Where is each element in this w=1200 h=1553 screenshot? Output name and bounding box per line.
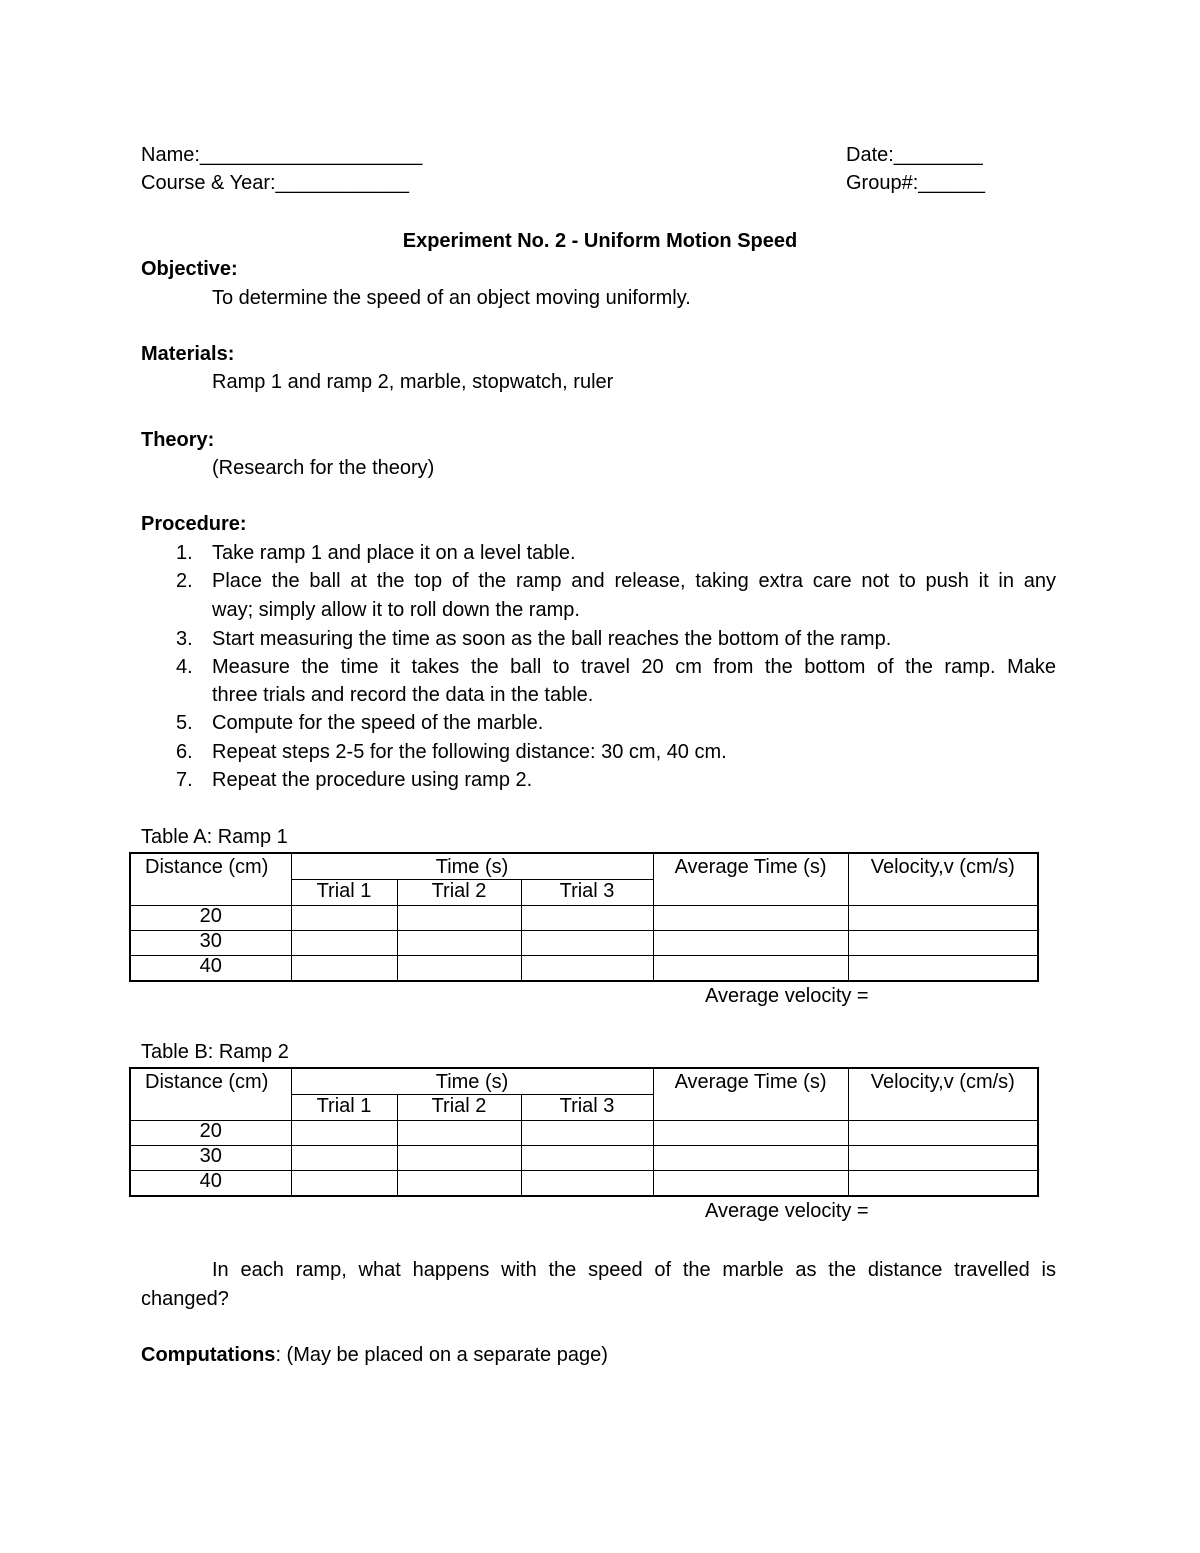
theory-text: (Research for the theory) — [212, 457, 435, 479]
table-row — [130, 906, 1038, 931]
trial-3-cell[interactable] — [521, 931, 653, 956]
trial-2-cell[interactable] — [397, 1171, 521, 1197]
step-number: 2. — [176, 570, 193, 592]
velocity-cell[interactable] — [848, 956, 1038, 982]
name-field[interactable]: Name:____________________ — [141, 144, 423, 166]
average-time-cell[interactable] — [653, 1146, 848, 1171]
course-year-field[interactable]: Course & Year:____________ — [141, 172, 410, 194]
computations-note: : (May be placed on a separate page) — [275, 1344, 608, 1366]
time-header: Time (s) — [291, 853, 653, 880]
date-field[interactable]: Date:________ — [846, 144, 983, 166]
step-number: 4. — [176, 656, 193, 678]
step-number: 6. — [176, 741, 193, 763]
trial-1-cell[interactable] — [291, 906, 397, 931]
step-number: 7. — [176, 769, 193, 791]
step-text: Compute for the speed of the marble. — [212, 712, 544, 734]
step-text: Repeat steps 2-5 for the following distance: 30 cm, 40 cm. — [212, 741, 727, 763]
trial-3-cell[interactable] — [521, 1146, 653, 1171]
step-text: Start measuring the time as soon as the ball reaches the bottom of the ramp. — [212, 628, 892, 650]
table-b-caption: Table B: Ramp 2 — [141, 1041, 289, 1063]
average-time-cell[interactable] — [653, 956, 848, 982]
table-row — [130, 1171, 1038, 1197]
trial-2-cell[interactable] — [397, 906, 521, 931]
step-text: way; simply allow it to roll down the ramp. — [212, 599, 580, 621]
step-text: Place the ball at the top of the ramp and release, taking extra care not to push it in any — [212, 570, 1056, 592]
velocity-cell[interactable] — [848, 906, 1038, 931]
trial-2-cell[interactable] — [397, 931, 521, 956]
table-b — [129, 1067, 1039, 1197]
trial-3-header: Trial 3 — [521, 880, 653, 906]
velocity-cell[interactable] — [848, 1146, 1038, 1171]
objective-heading: Objective: — [141, 258, 238, 280]
trial-3-cell[interactable] — [521, 1171, 653, 1197]
table-a-caption: Table A: Ramp 1 — [141, 826, 288, 848]
step-number: 1. — [176, 542, 193, 564]
step-text: Repeat the procedure using ramp 2. — [212, 769, 533, 791]
step-number: 5. — [176, 712, 193, 734]
trial-1-cell[interactable] — [291, 1121, 397, 1146]
table-a — [129, 852, 1039, 982]
average-time-cell[interactable] — [653, 906, 848, 931]
step-text: Take ramp 1 and place it on a level table. — [212, 542, 576, 564]
materials-heading: Materials: — [141, 343, 235, 365]
question-text-continued: changed? — [141, 1288, 229, 1310]
distance-cell: 40 — [130, 1171, 291, 1197]
table-row — [130, 1146, 1038, 1171]
velocity-header: Velocity,v (cm/s) — [848, 853, 1038, 906]
trial-1-cell[interactable] — [291, 956, 397, 982]
trial-1-cell[interactable] — [291, 1171, 397, 1197]
trial-2-cell[interactable] — [397, 1146, 521, 1171]
average-time-cell[interactable] — [653, 1121, 848, 1146]
trial-2-cell[interactable] — [397, 1121, 521, 1146]
trial-2-header: Trial 2 — [397, 1095, 521, 1121]
step-text: Measure the time it takes the ball to travel 20 cm from the bottom of the ramp. Make — [212, 656, 1056, 678]
computations-line — [141, 1345, 608, 1365]
velocity-cell[interactable] — [848, 1171, 1038, 1197]
materials-text: Ramp 1 and ramp 2, marble, stopwatch, ruler — [212, 371, 614, 393]
distance-header: Distance (cm) — [130, 1068, 291, 1121]
step-number: 3. — [176, 628, 193, 650]
trial-1-cell[interactable] — [291, 931, 397, 956]
table-row — [130, 1121, 1038, 1146]
distance-cell: 20 — [130, 906, 291, 931]
question-text: In each ramp, what happens with the speed of the marble as the distance travelled is — [212, 1259, 1056, 1281]
distance-cell: 30 — [130, 931, 291, 956]
table-row — [130, 956, 1038, 982]
table-row — [130, 931, 1038, 956]
group-field[interactable]: Group#:______ — [846, 172, 986, 194]
distance-cell: 40 — [130, 956, 291, 982]
trial-3-header: Trial 3 — [521, 1095, 653, 1121]
velocity-cell[interactable] — [848, 1121, 1038, 1146]
trial-2-cell[interactable] — [397, 956, 521, 982]
trial-2-header: Trial 2 — [397, 880, 521, 906]
distance-header: Distance (cm) — [130, 853, 291, 906]
trial-3-cell[interactable] — [521, 906, 653, 931]
time-header: Time (s) — [291, 1068, 653, 1095]
table-a-average-velocity: Average velocity = — [705, 985, 869, 1007]
average-time-header: Average Time (s) — [653, 1068, 848, 1121]
computations-heading: Computations — [141, 1344, 276, 1366]
trial-1-cell[interactable] — [291, 1146, 397, 1171]
step-text: three trials and record the data in the table. — [212, 684, 594, 706]
velocity-header: Velocity,v (cm/s) — [848, 1068, 1038, 1121]
trial-3-cell[interactable] — [521, 956, 653, 982]
average-time-cell[interactable] — [653, 931, 848, 956]
trial-3-cell[interactable] — [521, 1121, 653, 1146]
average-time-header: Average Time (s) — [653, 853, 848, 906]
distance-cell: 30 — [130, 1146, 291, 1171]
objective-text: To determine the speed of an object moving uniformly. — [212, 287, 691, 309]
procedure-heading: Procedure: — [141, 513, 247, 535]
distance-cell: 20 — [130, 1121, 291, 1146]
velocity-cell[interactable] — [848, 931, 1038, 956]
trial-1-header: Trial 1 — [291, 1095, 397, 1121]
theory-heading: Theory: — [141, 429, 215, 451]
page-title: Experiment No. 2 - Uniform Motion Speed — [402, 230, 798, 252]
trial-1-header: Trial 1 — [291, 880, 397, 906]
table-b-average-velocity: Average velocity = — [705, 1200, 869, 1222]
average-time-cell[interactable] — [653, 1171, 848, 1197]
